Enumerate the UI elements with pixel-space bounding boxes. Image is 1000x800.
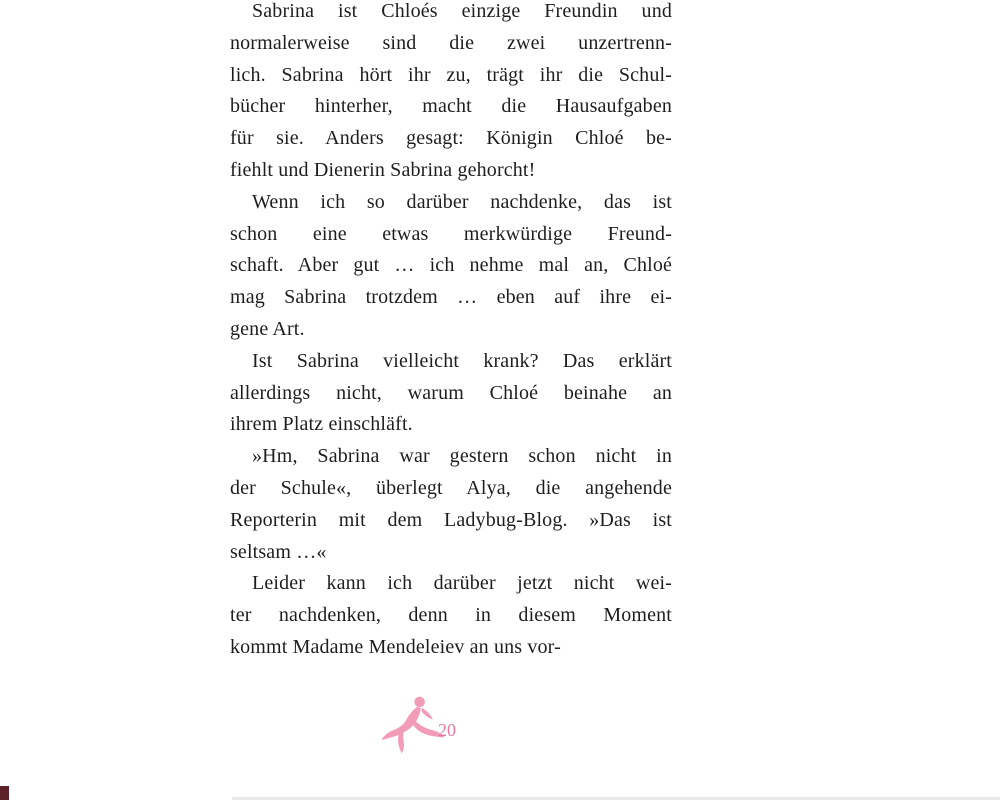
text-line: allerdings nicht, warum Chloé beinahe an — [230, 381, 672, 404]
text-line: mag Sabrina trotzdem … eben auf ihre ei- — [230, 286, 672, 309]
paragraph — [230, 187, 672, 346]
text-line: »Hm, Sabrina war gestern schon nicht in — [252, 445, 672, 468]
text-line: ter nachdenken, denn in diesem Moment — [230, 604, 672, 627]
text-line: kommt Madame Mendeleiev an uns vor- — [230, 635, 561, 658]
text-line: Wenn ich so darüber nachdenke, das ist — [252, 190, 672, 213]
text-line: lich. Sabrina hört ihr zu, trägt ihr die Schul- — [230, 63, 672, 86]
text-line: der Schule«, überlegt Alya, die angehende — [230, 476, 672, 499]
text-line: Reporterin mit dem Ladybug-Blog. »Das ist — [230, 508, 672, 531]
text-line: gene Art. — [230, 317, 305, 340]
page-number: 20 — [438, 720, 456, 740]
paragraph — [230, 441, 672, 568]
paragraph — [230, 0, 672, 187]
text-line: Leider kann ich darüber jetzt nicht wei- — [252, 572, 672, 595]
text-line: fiehlt und Dienerin Sabrina gehorcht! — [230, 158, 536, 181]
text-line: normalerweise sind die zwei unzertrenn- — [230, 31, 672, 54]
text-line: ihrem Platz einschläft. — [230, 413, 413, 436]
paragraph — [230, 568, 672, 663]
text-line: Sabrina ist Chloés einzige Freundin und — [252, 0, 672, 22]
text-line: bücher hinterher, macht die Hausaufgaben — [230, 95, 672, 118]
ladybug-silhouette-icon — [380, 693, 446, 757]
text-line: für sie. Anders gesagt: Königin Chloé be- — [230, 127, 672, 150]
text-line: seltsam …« — [230, 540, 327, 563]
text-line: schaft. Aber gut … ich nehme mal an, Chloé — [230, 254, 672, 277]
paragraph — [230, 346, 672, 441]
text-line: Ist Sabrina vielleicht krank? Das erklärt — [252, 349, 672, 372]
scan-artifact — [0, 786, 9, 800]
text-line: schon eine etwas merkwürdige Freund- — [230, 222, 672, 245]
page-text — [230, 0, 672, 664]
